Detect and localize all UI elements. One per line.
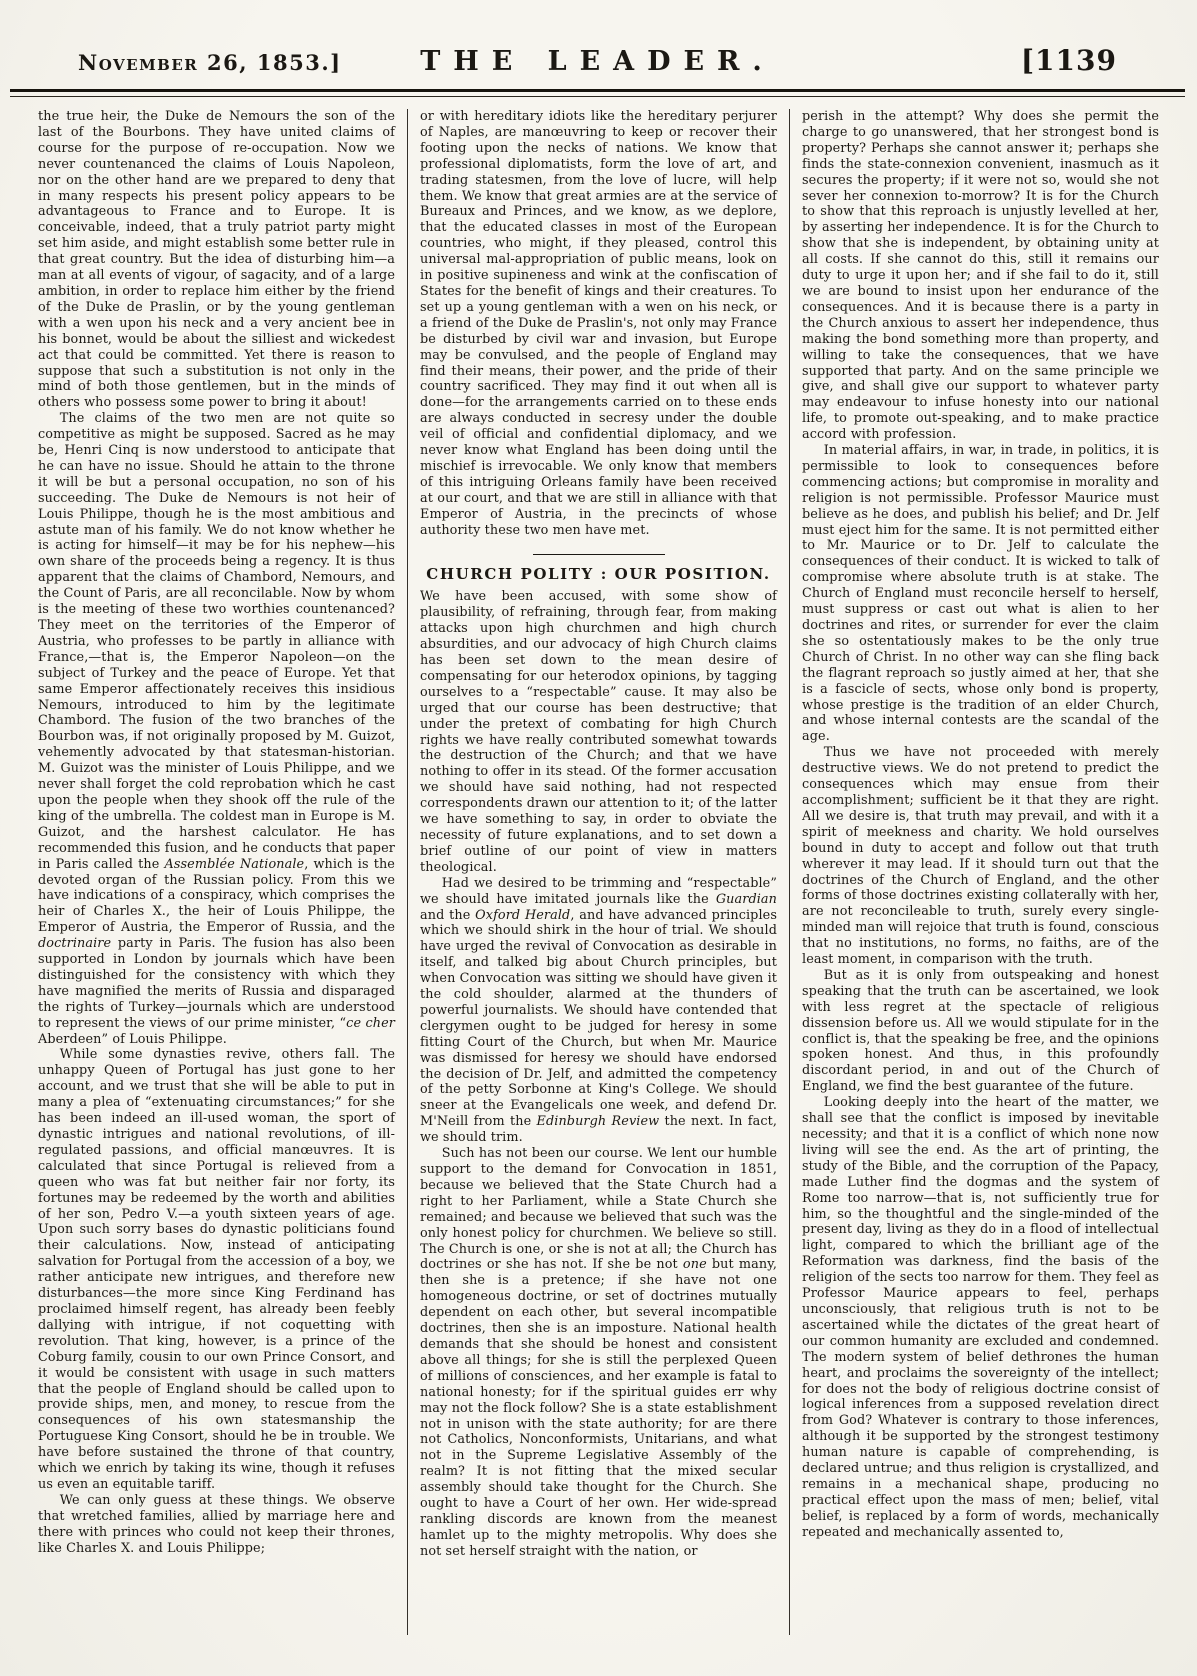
section-heading: CHURCH POLITY : OUR POSITION. [420, 554, 777, 583]
page-number: [1139 [1020, 44, 1117, 77]
paragraph: or with hereditary idiots like the hereditary perjurer of Naples, are manœuvring to keep or recover their footing upon the necks of nations. We know that professional diplomatists, form the love of art, and trading statesmen, from the love of lucre, will help them. We know that great armies are at the service of Bureaux and Princes, and we know, as we deplore, that the educated classes in most of the European countries, who might, if they pleased, control this universal mal-appropriation of public means, look on in positive supineness and wink at the confiscation of States for the benefit of kings and their creatures. To set up a young gentleman with a wen on his neck, or a friend of the Duke de Praslin's, not only may France be disturbed by civil war and invasion, but Europe may be convulsed, and the people of England may find their means, their power, and the pride of their country sacrificed. They may find it out when all is done—for the arrangements carried on to these ends are always conducted in secresy under the double veil of official and confidential diplomacy, and we never know what England has been doing until the mischief is irrevocable. We only know that members of this intriguing Orleans family have been received at our court, and that we are still in alliance with that Emperor of Austria, in the precincts of whose authority these two men have met. [420, 109, 777, 538]
column-2 [408, 107, 789, 1635]
date-label: November 26, 1853.] [78, 50, 342, 75]
header-rule [10, 89, 1185, 97]
paragraph: the true heir, the Duke de Nemours the son of the last of the Bourbons. They have united claims of course for the purpose of re-occupation. Now we never countenanced the claims of Louis Napoleon, nor on the other hand are we prepared to deny that in many respects his present policy appears to be advantageous to France and to Europe. It is conceivable, indeed, that a truly patriot party might set him aside, and might establish some better rule in that great country. But the idea of disturbing him—a man at all events of vigour, of sagacity, and of a large ambition, in order to replace him either by the friend of the Duke de Praslin, or by the young gentleman with a wen upon his neck and a very ancient bee in his bonnet, would be about the silliest and wickedest act that could be committed. Yet there is reason to suppose that such a substitution is not only in the mind of both those gentlemen, but in the minds of others who possess some power to bring it about! [38, 109, 395, 411]
paragraph: Looking deeply into the heart of the matter, we shall see that the conflict is imposed by inevitable necessity; and that it is a conflict of which none now living will see the end. As the art of printing, the study of the Bible, and the corruption of the Papacy, made Luther find the dogmas and the system of Rome too narrow—that is, not sufficiently true for him, so the thoughtful and the single-minded of the present day, living as they do in a flood of intellectual light, compared to which the brilliant age of the Reformation was darkness, find the basis of the religion of the sects too narrow for them. They feel as Professor Maurice appears to feel, perhaps unconsciously, that religious truth is not to be ascertained while the dictates of the great heart of our common humanity are excluded and condemned. The modern system of belief dethrones the human heart, and proclaims the sovereignty of the intellect; for does not the body of religious doctrine consist of logical inferences from a supposed revelation direct from God? Whatever is contrary to those inferences, although it be supported by the strongest testimony human nature is capable of comprehending, is declared untrue; and thus religion is crystallized, and remains in a mechanical shape, producing no practical effect upon the mass of men; belief, vital belief, is replaced by a form of words, mechanically repeated and mechanically assented to, [802, 1095, 1159, 1540]
column-3 [790, 107, 1171, 1635]
paragraph: But as it is only from outspeaking and honest speaking that the truth can be ascertained, we look with less regret at the spectacle of religious dissension before us. All we would stipulate for in the conflict is, that the speaking be free, and the opinions spoken honest. And thus, in this profoundly discordant period, in and out of the Church of England, we find the best guarantee of the future. [802, 967, 1159, 1095]
newspaper-title: THE LEADER. [420, 46, 775, 77]
paragraph: perish in the attempt? Why does she permit the charge to go unanswered, that her strongest bond is property? Perhaps she cannot answer it; perhaps she finds the state-connexion convenient, inasmuch as it secures the property; if it were not so, would she not sever her connexion to-morrow? It is for the Church to show that this reproach is unjustly levelled at her, by asserting her independence. It is for the Church to show that she is independent, by obtaining unity at all costs. If she cannot do this, still it remains our duty to urge it upon her; and if she fail to do it, still we are bound to insist upon her endurance of the consequences. And it is because there is a party in the Church anxious to assert her independence, thus making the bond something more than property, and willing to take the consequences, that we have supported that party. And on the same principle we give, and shall give our support to whatever party may endeavour to infuse honesty into our national life, to promote out-speaking, and to make practice accord with profession. [802, 109, 1159, 443]
page-header [0, 0, 1197, 77]
paragraph: We can only guess at these things. We observe that wretched families, allied by marriage here and there with princes who could not keep their thrones, like Charles X. and Louis Philippe; [38, 1492, 395, 1556]
paragraph: We have been accused, with some show of plausibility, of refraining, through fear, from making attacks upon high churchmen and high church absurdities, and our advocacy of high Church claims has been set down to the mean desire of compensating for our heterodox opinions, by tagging ourselves to a “respectable” cause. It may also be urged that our course has been destructive; that under the pretext of combating for high Church rights we have really contributed somewhat towards the destruction of the Church; and that we have nothing to offer in its stead. Of the former accusation we should have said nothing, had not respected correspondents drawn our attention to it; of the latter we have something to say, in order to obviate the necessity of future explanations, and to set down a brief outline of our point of view in matters theological. [420, 589, 777, 875]
column-1 [26, 107, 407, 1635]
article-columns [26, 107, 1171, 1635]
paragraph: While some dynasties revive, others fall. The unhappy Queen of Portugal has just gone to her account, and we trust that she will be able to put in many a plea of “extenuating circumstances;” for she has been indeed an ill-used woman, the sport of dynastic intrigues and national revolutions, of ill-regulated passions, and official manœuvres. It is calculated that since Portugal is relieved from a queen who was fat but neither fair nor forty, its fortunes may be redeemed by the worth and abilities of her son, Pedro V.—a youth sixteen years of age. Upon such sorry bases do dynastic politicians found their calculations. Now, instead of anticipating salvation for Portugal from the accession of a boy, we rather anticipate new intrigues, and therefore new disturbances—the more since King Ferdinand has proclaimed himself regent, has already been feebly dallying with intrigue, if not coquetting with revolution. That king, however, is a prince of the Coburg family, cousin to our own Prince Consort, and it would be consistent with usage in such matters that the people of England should be called upon to provide ships, men, and money, to rescue from the consequences of his own statesmanship the Portuguese King Consort, should he be in trouble. We have before sustained the throne of that country, which we enrich by taking its wine, though it refuses us even an equitable tariff. [38, 1047, 395, 1492]
paragraph: The claims of the two men are not quite so competitive as might be supposed. Sacred as he may be, Henri Cinq is now understood to anticipate that he can have no issue. Should he attain to the throne it will be but a personal occupation, no son of his succeeding. The Duke de Nemours is not heir of Louis Philippe, though he is the most ambitious and astute man of his family. We do not know whether he is acting for himself—it may be for his nephew—his own share of the proceeds being a regency. It is thus apparent that the claims of Chambord, Nemours, and the Count of Paris, are all reconcilable. Now by whom is the meeting of these two worthies countenanced? They meet on the territories of the Emperor of Austria, who professes to be partly in alliance with France,—that is, the Emperor Napoleon—on the subject of Turkey and the peace of Europe. Yet that same Emperor affectionately receives this insidious Nemours, introduced to him by the legitimate Chambord. The fusion of the two branches of the Bourbon was, if not originally proposed by M. Guizot, vehemently advocated by that statesman-historian. M. Guizot was the minister of Louis Philippe, and we never shall forget the cold reprobation which he cast upon the people when they shook off the rule of the king of the umbrella. The coldest man in Europe is M. Guizot, and the harshest calculator. He has recommended this fusion, and he conducts that paper in Paris called the Assemblée Nationale, which is the devoted organ of the Russian policy. From this we have indications of a conspiracy, which comprises the heir of Charles X., the heir of Louis Philippe, the Emperor of Austria, the Emperor of Russia, and the doctrinaire party in Paris. The fusion has also been supported in London by journals which have been distinguished for the consistency with which they have magnified the merits of Russia and disparaged the rights of Turkey—journals which are understood to represent the views of our prime minister, “ce cher Aberdeen” of Louis Philippe. [38, 411, 396, 1047]
paragraph: In material affairs, in war, in trade, in politics, it is permissible to look to consequences before commencing actions; but compromise in morality and religion is not permissible. Professor Maurice must believe as he does, and publish his belief; and Dr. Jelf must eject him for the same. It is not permitted either to Mr. Maurice or to Dr. Jelf to calculate the consequences of their conduct. It is wicked to talk of compromise where absolute truth is at stake. The Church of England must reconcile herself to herself, must suppress or cast out what is alien to her doctrines and rites, or surrender for ever the claim she so ostentatiously makes to be the only true Church of Christ. In no other way can she fling back the flagrant reproach so justly aimed at her, that she is a fascicle of sects, whose only bond is property, whose prestige is the tradition of an elder Church, and whose internal contests are the scandal of the age. [802, 443, 1159, 745]
paragraph: Thus we have not proceeded with merely destructive views. We do not pretend to predict the consequences which may ensue from their accomplishment; sufficient be it that they are right. All we desire is, that truth may prevail, and with it a spirit of meekness and charity. We hold ourselves bound in duty to accept and follow out that truth wherever it may lead. If it should turn out that the doctrines of the Church of England, and the other forms of those doctrines existing collaterally with her, are not reconcileable to truth, surely every single-minded man will rejoice that truth is found, conscious that no institutions, no forms, no faiths, are of the least moment, in comparison with the truth. [802, 745, 1159, 968]
paragraph: Such has not been our course. We lent our humble support to the demand for Convocation in 1851, because we believed that the State Church had a right to her Parliament, while a State Church she remained; and because we believed that such was the only honest policy for churchmen. We believe so still. The Church is one, or she is not at all; the Church has doctrines or she has not. If she be not one but many, then she is a pretence; if she have not one homogeneous doctrine, or set of doctrines mutually dependent on each other, but several incompatible doctrines, then she is an imposture. National health demands that she should be honest and consistent above all things; for she is still the perplexed Queen of millions of consciences, and her example is fatal to national honesty; for if the spiritual guides err why may not the flock follow? She is a state establishment not in unison with the state authority; for are there not Catholics, Nonconformists, Unitarians, and what not in the Supreme Legislative Assembly of the realm? It is not fitting that the mixed secular assembly should take thought for the Church. She ought to have a Court of her own. Her wide-spread rankling discords are known from the meanest hamlet up to the mighty metropolis. Why does she not set herself straight with the nation, or [420, 1146, 777, 1559]
paragraph: Had we desired to be trimming and “respectable” we should have imitated journals like the Guardian and the Oxford Herald, and have advanced principles which we should shirk in the hour of trial. We should have urged the revival of Convocation as desirable in itself, and talked big about Church principles, but when Convocation was sitting we should have given it the cold shoulder, alarmed at the thunders of powerful journalists. We should have contended that clergymen ought to be judged for heresy in some fitting Court of the Church, but when Mr. Maurice was dismissed for heresy we should have endorsed the decision of Dr. Jelf, and admitted the competency of the petty Sorbonne at King's College. We should sneer at the Evangelicals one week, and defend Dr. M'Neill from the Edinburgh Review the next. In fact, we should trim. [420, 875, 777, 1146]
